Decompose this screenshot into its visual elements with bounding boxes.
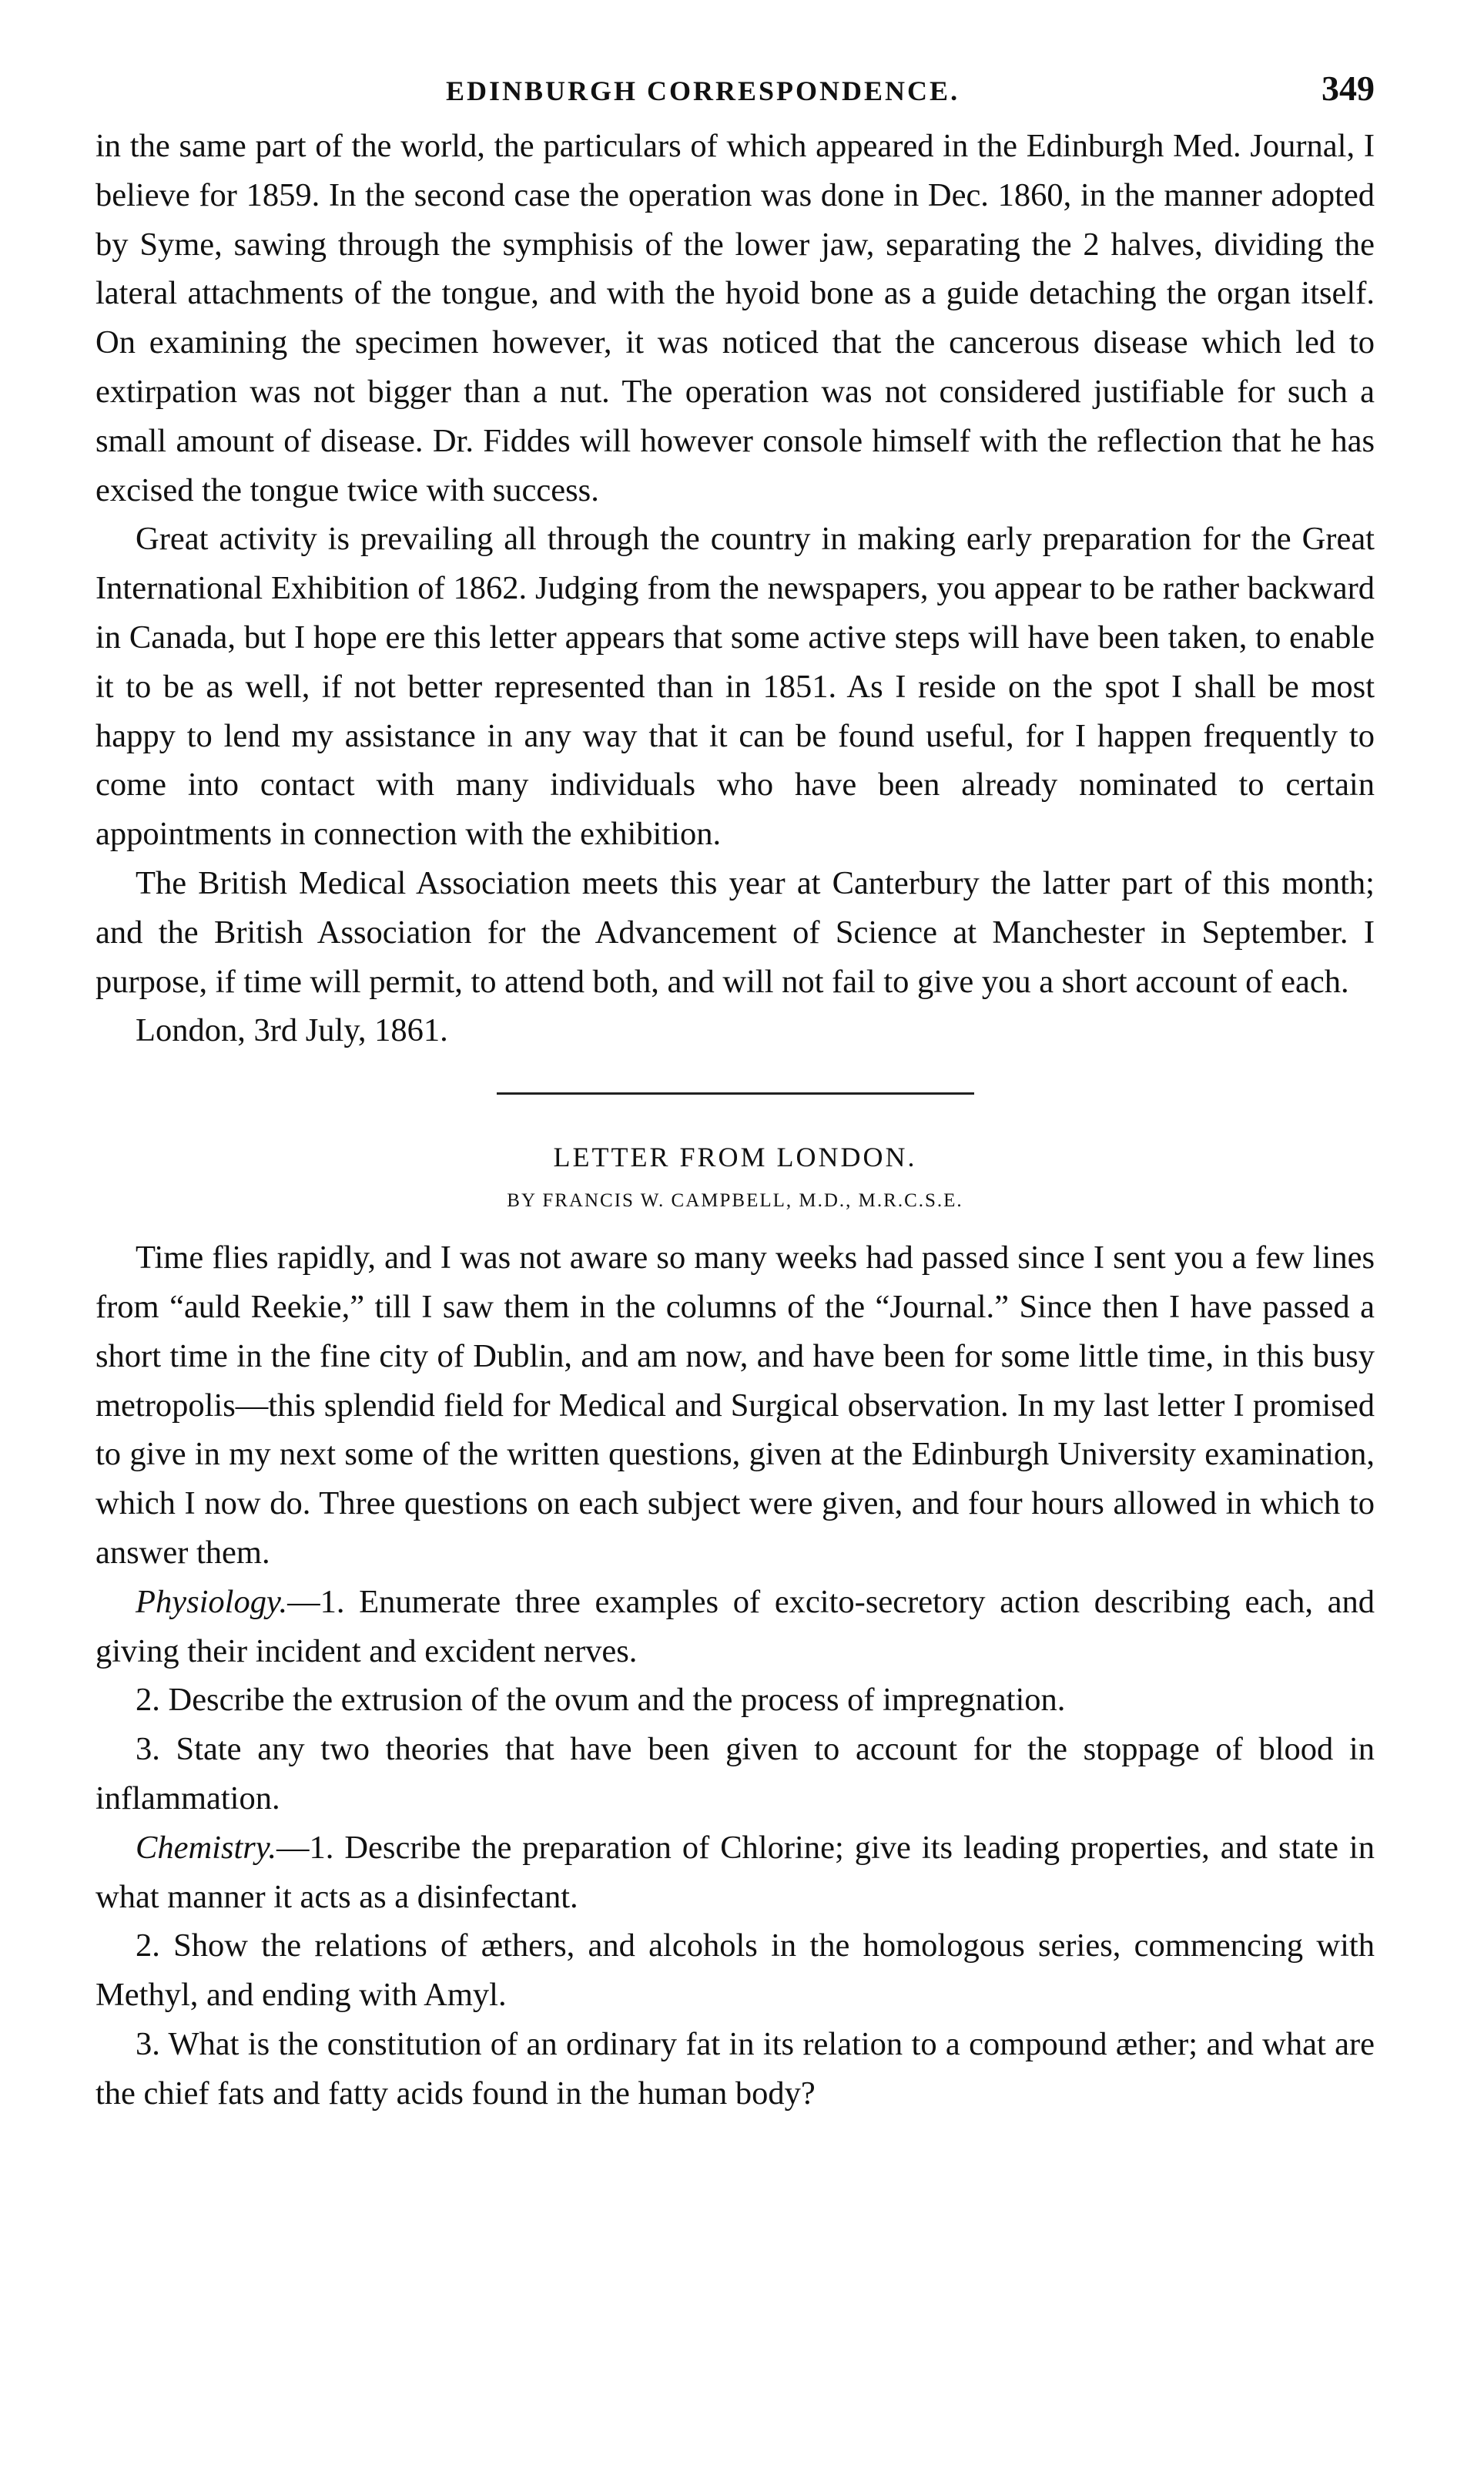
article-title: LETTER FROM LONDON. (553, 1142, 917, 1173)
physiology-label: Physiology. (136, 1583, 288, 1620)
physiology-question-1 (95, 1578, 1375, 1676)
previous-letter-continuation (95, 122, 1375, 1055)
running-head: EDINBURGH CORRESPONDENCE. (446, 75, 960, 106)
dateline: London, 3rd July, 1861. (136, 1012, 448, 1049)
article-byline: BY FRANCIS W. CAMPBELL, M.D., M.R.C.S.E. (507, 1190, 963, 1212)
chemistry-question-1 (95, 1823, 1375, 1922)
letter-from-london (95, 1141, 1375, 2118)
paragraph-associations: The British Medical Association meets this year at Canterbury the latter part of this month; and the British Association for the Advancement of Science at Manchester in September. I purpose, if time will permit, to attend both, and will not fail to give you a short account of each. (95, 864, 1375, 1000)
physiology-question-3: 3. State any two theories that have been given to account for the stoppage of blood in inflammation. (95, 1731, 1375, 1816)
physiology-q1-text: —1. Enumerate three examples of excito-secretory action describing each, and giving their incident and excident nerves. (95, 1583, 1375, 1669)
chemistry-label: Chemistry. (136, 1829, 276, 1866)
chemistry-question-2: 2. Show the relations of æthers, and alcohols in the homologous series, commencing with Methyl, and ending with Amyl. (95, 1927, 1375, 2014)
paragraph-continued: in the same part of the world, the particulars of which appeared in the Edinburgh Med. Journal, I believe for 1859. In the second case the operation was done in Dec. 1860, in the manner adopted by Syme, sawing through the symphisis of the lower jaw, separating the 2 halves, dividing the lateral attachments of the tongue, and with the hyoid bone as a guide detaching the organ itself. On examining the specimen however, it was noticed that the cancerous disease which led to extirpation was not bigger than a nut. The operation was not considered justifiable for such a small amount of disease. Dr. Fiddes will however console himself with the reflection that he has excised the tongue twice with success. (95, 128, 1375, 508)
paragraph-exhibition: Great activity is prevailing all through the country in making early preparation for the Great International Exhibition of 1862. Judging from the newspapers, you appear to be rather backward in Canada, but I hope ere this letter appears that some active steps will have been taken, to enable it to be as well, if not better represented than in 1851. As I reside on the spot I shall be most happy to lend my assistance in any way that it can be found useful, for I happen frequently to come into contact with many individuals who have been already nominated to certain appointments in connection with the exhibition. (95, 521, 1375, 853)
page-header (446, 68, 1375, 122)
chemistry-question-3: 3. What is the constitution of an ordinary fat in its relation to a compound æther; and what are the chief fats and fatty acids found in the human body? (95, 2025, 1375, 2112)
chemistry-q1-text: —1. Describe the preparation of Chlorine; give its leading properties, and state in what manner it acts as a disinfectant. (95, 1829, 1375, 1915)
article-intro: Time flies rapidly, and I was not aware so many weeks had passed since I sent you a few lines from “auld Reekie,” till I saw them in the columns of the “Journal.” Since then I have passed a short time in the fine city of Dublin, and am now, and have been for some little time, in this busy metropolis—this splendid field for Medical and Surgical observation. In my last letter I promised to give in my next some of the written questions, given at the Edinburgh University examination, which I now do. Three questions on each subject were given, and four hours allowed in which to answer them. (95, 1240, 1375, 1571)
page-number: 349 (1322, 69, 1375, 108)
physiology-question-2: 2. Describe the extrusion of the ovum and the process of impregnation. (136, 1682, 1066, 1719)
section-divider (497, 1092, 974, 1095)
